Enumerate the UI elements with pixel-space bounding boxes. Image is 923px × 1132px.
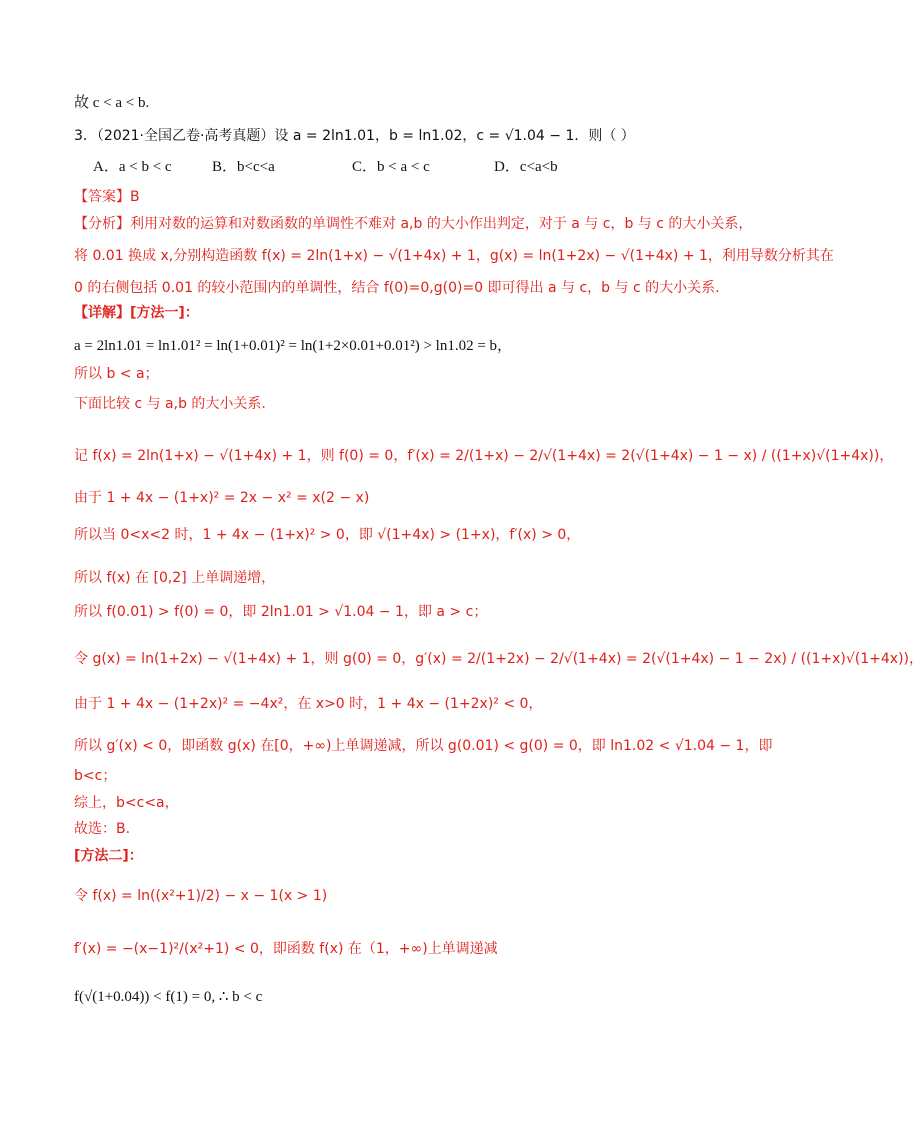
comparison-a-b: a = 2ln1.01 = ln1.01² = ln(1+0.01)² = ln(1+2×0.01+0.01²) > ln1.02 = b， (74, 338, 513, 354)
define-g: 令 g(x) = ln(1+2x) − √(1+4x) + 1，则 g(0) = 0，g′(x) = 2/(1+2x) − 2/√(1+4x) = 2(√(1+4x) − 1 − 2x) / ((1+x)√(1+4x))， (74, 651, 923, 667)
conclusion-line: 故 c < a < b. (74, 95, 150, 111)
question-3-stem: 3．（2021·全国乙卷·高考真题）设 a = 2ln1.01，b = ln1.02，c = √1.04 − 1．则（ ） (74, 128, 635, 144)
f-prime-method-2: f′(x) = −(x−1)²/(x²+1) < 0，即函数 f(x) 在（1，+∞)上单调递减 (74, 941, 498, 957)
option-b: B．b<c<a (212, 159, 275, 175)
option-a: A．a < b < c (93, 159, 172, 175)
analysis-line-1: 【分析】利用对数的运算和对数函数的单调性不难对 a,b 的大小作出判定，对于 a 与 c，b 与 c 的大小关系， (74, 216, 753, 232)
final-choice: 故选：B. (74, 821, 131, 837)
analysis-line-3: 0 的右侧包括 0.01 的较小范围内的单调性，结合 f(0)=0,g(0)=0 即可得出 a 与 c，b 与 c 的大小关系. (74, 280, 720, 296)
conclusion-b-less-a: 所以 b < a； (74, 366, 159, 382)
option-d: D．c<a<b (494, 159, 558, 175)
method-2-heading: [方法二]： (74, 848, 143, 864)
a-greater-c: 所以 f(0.01) > f(0) = 0，即 2ln1.01 > √1.04 − 1，即 a > c； (74, 604, 488, 620)
when-0-x-2: 所以当 0<x<2 时，1 + 4x − (1+x)² > 0，即 √(1+4x) > (1+x)，f′(x) > 0， (74, 527, 581, 543)
option-c: C．b < a < c (352, 159, 430, 175)
compare-c-intro: 下面比较 c 与 a,b 的大小关系. (74, 396, 266, 412)
final-inequality: f(√(1+0.04)) < f(1) = 0, ∴ b < c (74, 989, 263, 1005)
identity-f: 由于 1 + 4x − (1+x)² = 2x − x² = x(2 − x) (74, 490, 370, 506)
b-less-c: b<c； (74, 768, 117, 784)
f-increasing: 所以 f(x) 在 [0,2] 上单调递增， (74, 570, 276, 586)
g-decreasing: 所以 g′(x) < 0，即函数 g(x) 在[0，+∞)上单调递减，所以 g(0.01) < g(0) = 0，即 ln1.02 < √1.04 − 1，即 (74, 738, 773, 754)
analysis-line-2: 将 0.01 换成 x,分别构造函数 f(x) = 2ln(1+x) − √(1+4x) + 1，g(x) = ln(1+2x) − √(1+4x) + 1，利用导数分析其在 (74, 248, 834, 264)
detail-method-1-heading: 【详解】[方法一]： (74, 305, 199, 321)
define-f: 记 f(x) = 2ln(1+x) − √(1+4x) + 1，则 f(0) = 0，f′(x) = 2/(1+x) − 2/√(1+4x) = 2(√(1+4x) − 1 − x) / ((1+x)√(1+4x))， (74, 448, 894, 464)
options-row (0, 156, 800, 178)
define-f-method-2: 令 f(x) = ln((x²+1)/2) − x − 1(x > 1) (74, 888, 328, 904)
summary: 综上，b<c<a， (74, 795, 179, 811)
identity-g: 由于 1 + 4x − (1+2x)² = −4x²，在 x>0 时，1 + 4x − (1+2x)² < 0， (74, 696, 543, 712)
answer-label: 【答案】B (74, 189, 140, 205)
